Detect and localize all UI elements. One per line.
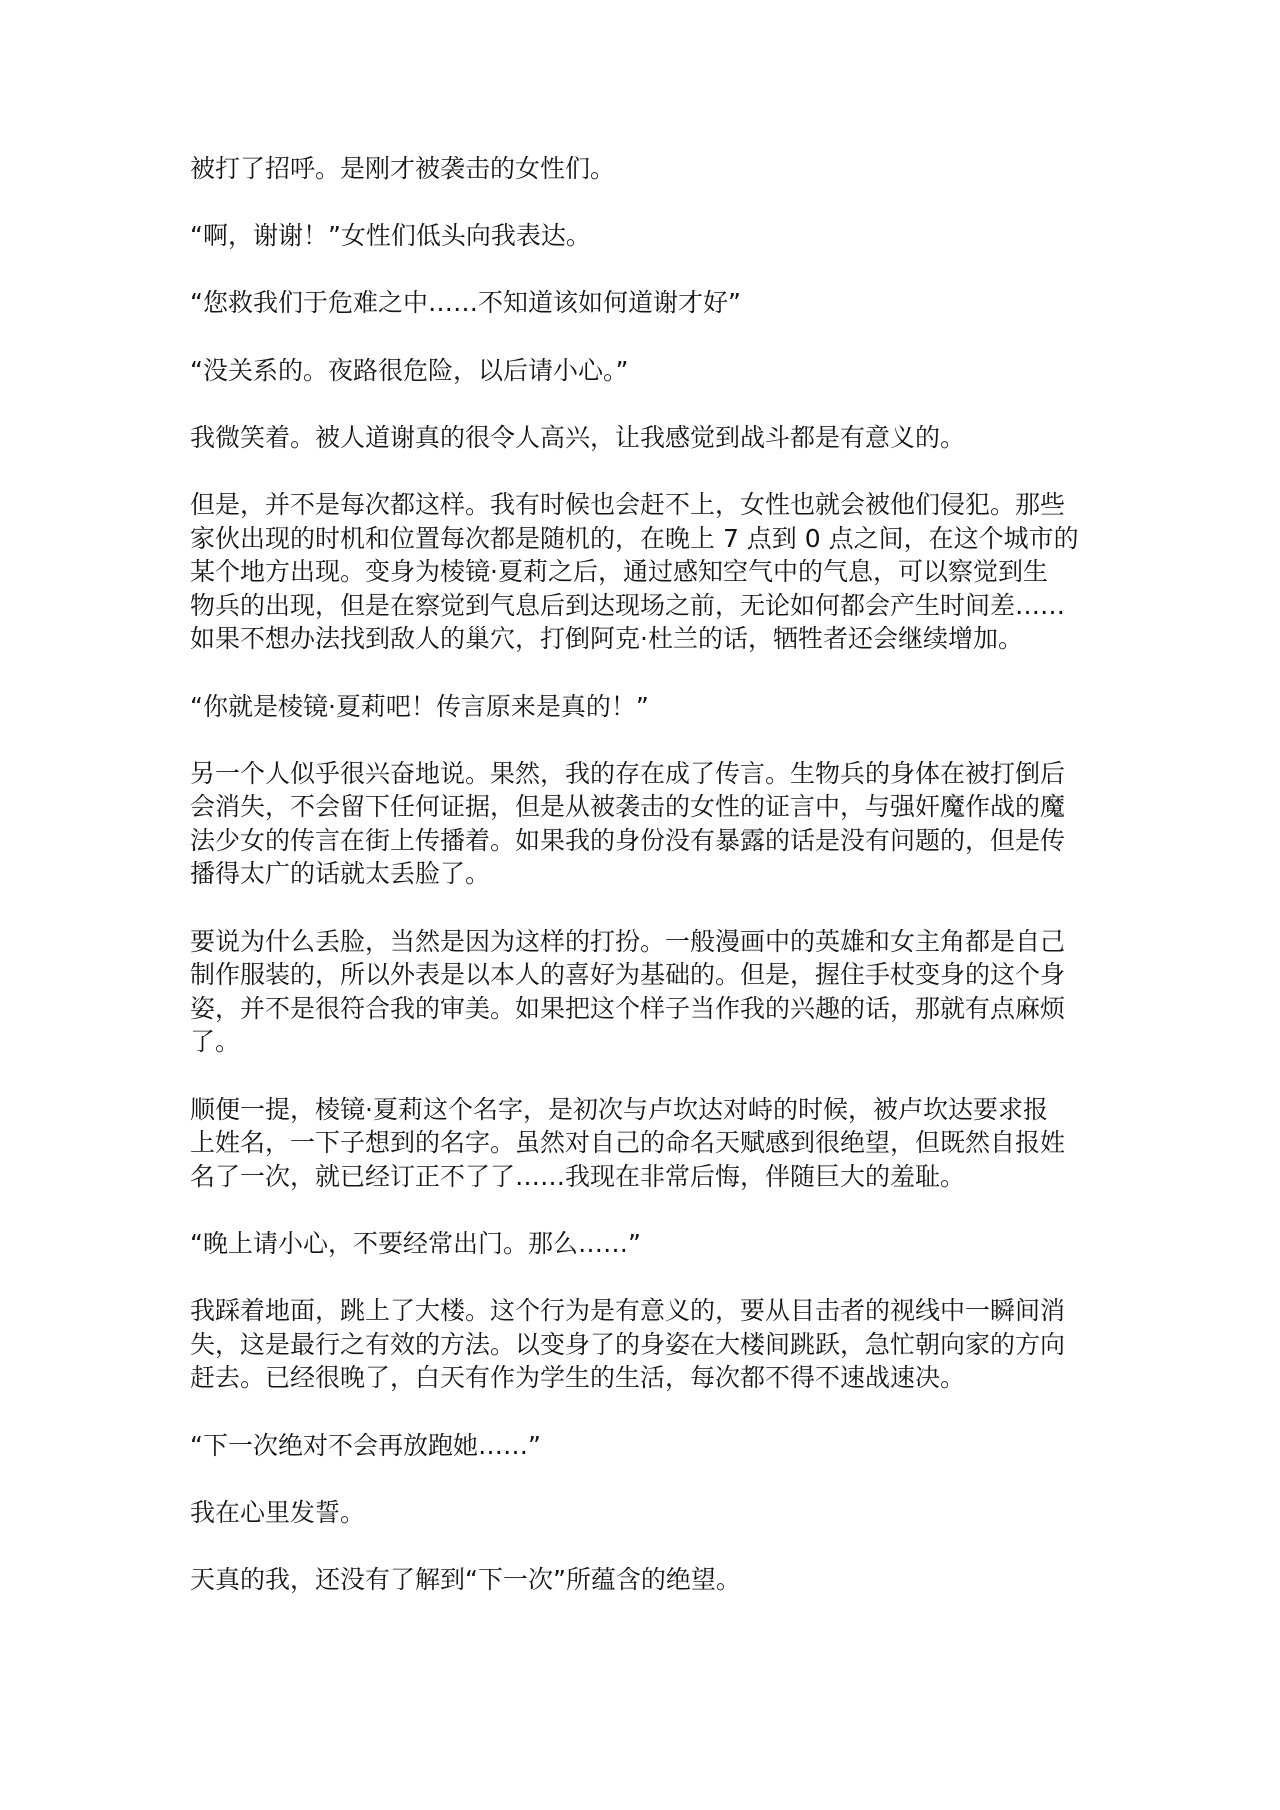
text-line: 天真的我，还没有了解到“下一次”所蕴含的绝望。 bbox=[190, 1564, 741, 1594]
novel-text-page bbox=[190, 152, 1120, 1597]
text-line: 失，这是最行之有效的方法。以变身了的身姿在大楼间跳跃，急忙朝向家的方向 bbox=[190, 1329, 1066, 1359]
dialogue-paragraph bbox=[190, 286, 1120, 320]
text-line: 姿，并不是很符合我的审美。如果把这个样子当作我的兴趣的话，那就有点麻烦 bbox=[190, 993, 1066, 1023]
text-line: 另一个人似乎很兴奋地说。果然，我的存在成了传言。生物兵的身体在被打倒后 bbox=[190, 758, 1066, 788]
text-line: 赶去。已经很晚了，白天有作为学生的生活，每次都不得不速战速决。 bbox=[190, 1363, 966, 1393]
text-line: 播得太广的话就太丢脸了。 bbox=[190, 859, 491, 889]
text-line: 要说为什么丢脸，当然是因为这样的打扮。一般漫画中的英雄和女主角都是自己 bbox=[190, 926, 1066, 956]
dialogue-paragraph bbox=[190, 219, 1120, 253]
narration-paragraph bbox=[190, 925, 1120, 1059]
dialogue-paragraph bbox=[190, 690, 1120, 724]
text-line: “晚上请小心，不要经常出门。那么……” bbox=[190, 1229, 641, 1258]
narration-paragraph bbox=[190, 421, 1120, 455]
text-line: 如果不想办法找到敌人的巢穴，打倒阿克·杜兰的话，牺牲者还会继续增加。 bbox=[190, 624, 1023, 654]
text-line: 了。 bbox=[190, 1027, 241, 1057]
dialogue-paragraph bbox=[190, 1227, 1120, 1261]
text-line: 物兵的出现，但是在察觉到气息后到达现场之前，无论如何都会产生时间差…… bbox=[190, 590, 1066, 620]
text-line: 顺便一提，棱镜·夏莉这个名字，是初次与卢坎达对峙的时候，被卢坎达要求报 bbox=[190, 1094, 1048, 1124]
text-line: 我微笑着。被人道谢真的很令人高兴，让我感觉到战斗都是有意义的。 bbox=[190, 422, 966, 452]
text-line: 会消失，不会留下任何证据，但是从被袭击的女性的证言中，与强奸魔作战的魔 bbox=[190, 792, 1066, 822]
text-line: “啊，谢谢！”女性们低头向我表达。 bbox=[190, 221, 591, 251]
text-line: “你就是棱镜·夏莉吧！传言原来是真的！” bbox=[190, 691, 649, 721]
text-line: 我踩着地面，跳上了大楼。这个行为是有意义的，要从目击者的视线中一瞬间消 bbox=[190, 1296, 1066, 1326]
text-line: “您救我们于危难之中……不知道该如何道谢才好” bbox=[190, 288, 741, 318]
narration-paragraph bbox=[190, 1563, 1120, 1597]
text-line: 我在心里发誓。 bbox=[190, 1497, 366, 1527]
text-line: 上姓名，一下子想到的名字。虽然对自己的命名天赋感到很绝望，但既然自报姓 bbox=[190, 1128, 1066, 1158]
text-line: “没关系的。夜路很危险，以后请小心。” bbox=[190, 355, 629, 385]
narration-paragraph bbox=[190, 488, 1120, 656]
text-line: 某个地方出现。变身为棱镜·夏莉之后，通过感知空气中的气息，可以察觉到生 bbox=[190, 557, 1048, 587]
text-line: 名了一次，就已经订正不了了……我现在非常后悔，伴随巨大的羞耻。 bbox=[190, 1161, 966, 1191]
narration-paragraph bbox=[190, 1093, 1120, 1194]
text-line: “下一次绝对不会再放跑她……” bbox=[190, 1430, 541, 1460]
narration-paragraph bbox=[190, 152, 1120, 186]
dialogue-paragraph bbox=[190, 1429, 1120, 1463]
text-line: 被打了招呼。是刚才被袭击的女性们。 bbox=[190, 154, 616, 183]
text-line: 但是，并不是每次都这样。我有时候也会赶不上，女性也就会被他们侵犯。那些 bbox=[190, 489, 1066, 519]
text-line: 制作服装的，所以外表是以本人的喜好为基础的。但是，握住手杖变身的这个身 bbox=[190, 960, 1066, 990]
narration-paragraph bbox=[190, 1294, 1120, 1395]
text-line: 法少女的传言在街上传播着。如果我的身份没有暴露的话是没有问题的，但是传 bbox=[190, 825, 1066, 855]
narration-paragraph bbox=[190, 757, 1120, 891]
dialogue-paragraph bbox=[190, 354, 1120, 388]
narration-paragraph bbox=[190, 1496, 1120, 1530]
text-line: 家伙出现的时机和位置每次都是随机的，在晚上 7 点到 0 点之间，在这个城市的 bbox=[190, 523, 1079, 553]
